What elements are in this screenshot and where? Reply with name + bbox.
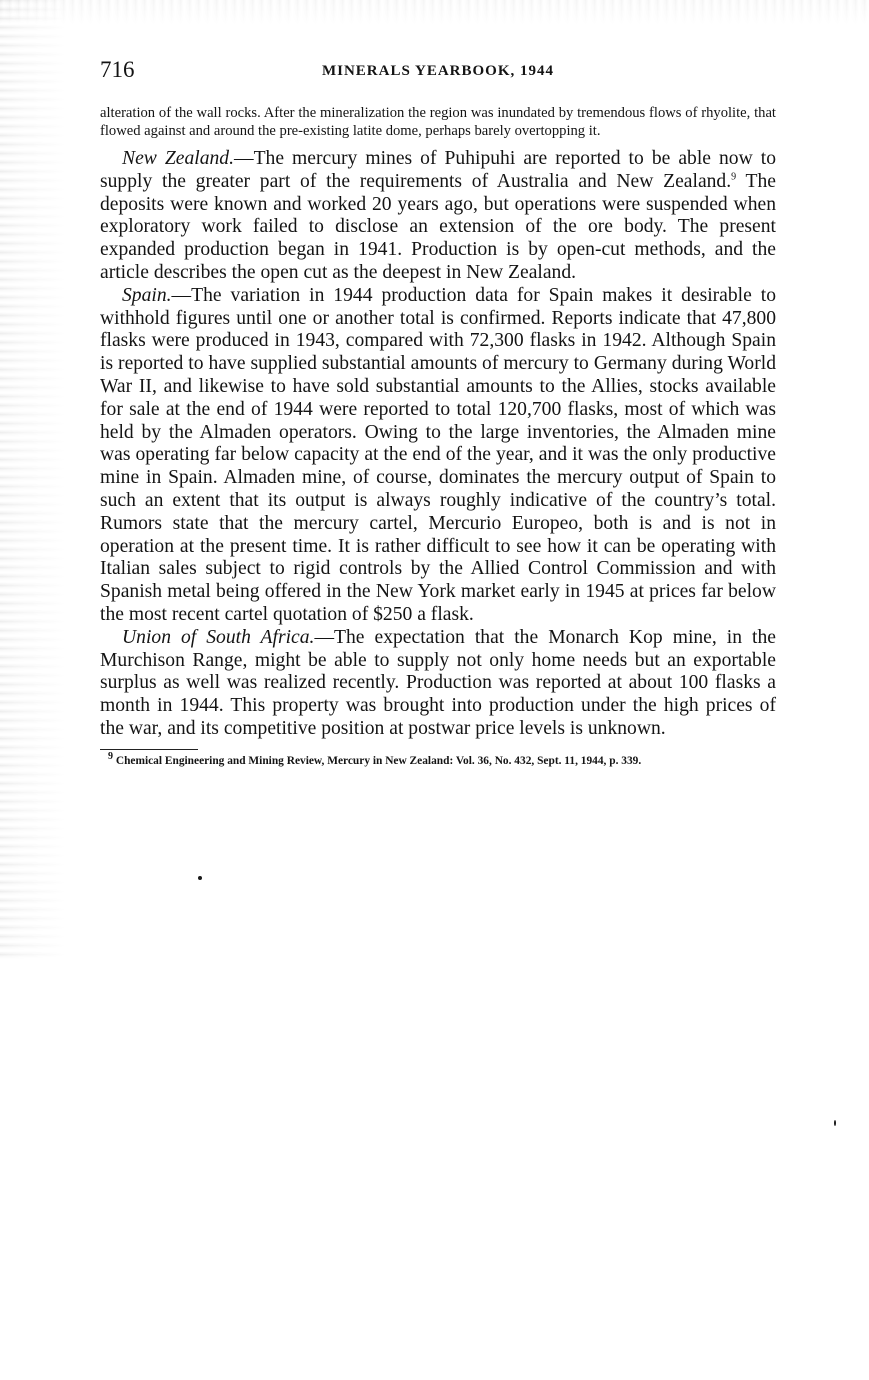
scan-speck xyxy=(198,876,202,880)
paragraph-lead-south-africa: Union of South Africa. xyxy=(122,626,315,648)
paragraph-text-spain: —The variation in 1944 production data for Spain makes it desirable to withhold figures until one or another total is confirmed. Reports indicate that 47,800 flasks were produced in 1943, compared with 72,300 flasks in 1942. Although Spain is reported to have supplied substantial amounts of mercury to Germany during World War II, and likewise to have sold substantial amounts to the Allies, stocks available for sale at the end of 1944 were reported to total 120,700 flasks, most of which was held by the Almaden operators. Owing to the large inventories, the Almaden mine was operating far below capacity at the end of the year, and it was the only productive mine in Spain. Almaden mine, of course, dominates the mercury output of Spain to such an extent that its output is always roughly indicative of the country’s total. Rumors state that the mercury cartel, Mercurio Europeo, both is and is not in operation at the present time. It is rather difficult to see how it can be operating with Italian sales subject to rigid controls by the Allied Control Commission and with Spanish metal being offered in the New York market early in 1945 at prices far below the most recent cartel quotation of $250 a flask. xyxy=(100,284,776,625)
footnote-reference: 9 xyxy=(731,171,737,183)
scan-edge-shadow xyxy=(0,0,70,960)
paragraph-text-new-zealand-b: The deposits were known and worked 20 years ago, but operations were suspended when exploratory work failed to disclose an extension of the ore body. The present expanded production began in 1941. Production is by open-cut methods, and the article describes the open cut as the deepest in New Zealand. xyxy=(100,170,776,283)
paragraph-new-zealand xyxy=(100,148,776,285)
footnote-divider xyxy=(100,749,198,750)
paragraph-south-africa xyxy=(100,627,776,741)
document-page xyxy=(100,56,776,768)
paragraph-text-south-africa: —The expectation that the Monarch Kop mine, in the Murchison Range, might be able to supply not only home needs but an exportable surplus as well was realized recently. Production was reported at about 100 flasks a month in 1944. This property was brought into production under the high prices of the war, and its competitive position at postwar price levels is unknown. xyxy=(100,626,776,739)
footnote xyxy=(100,750,776,768)
scan-top-shadow xyxy=(0,0,869,26)
paragraph-text-new-zealand-a: —The mercury mines of Puhipuhi are reported to be able now to supply the greater part of the requirements of Australia and New Zealand. xyxy=(100,148,776,192)
intro-paragraph: alteration of the wall rocks. After the mineralization the region was inundated by tremendous flows of rhyolite, that flowed against and around the pre-existing latite dome, perhaps barely overtopping it. xyxy=(100,105,776,139)
paragraph-lead-spain: Spain. xyxy=(122,284,172,306)
paragraph-lead-new-zealand: New Zealand. xyxy=(122,148,234,169)
footnote-text: Chemical Engineering and Mining Review, Mercury in New Zealand: Vol. 36, No. 432, Sept. 11, 1944, p. 339. xyxy=(113,754,642,767)
scan-speck xyxy=(834,1120,836,1126)
paragraph-spain xyxy=(100,285,776,627)
running-header xyxy=(100,56,776,86)
page-number: 716 xyxy=(100,57,135,82)
footnote-marker: 9 xyxy=(108,750,113,762)
running-title: MINERALS YEARBOOK, 1944 xyxy=(321,63,555,79)
